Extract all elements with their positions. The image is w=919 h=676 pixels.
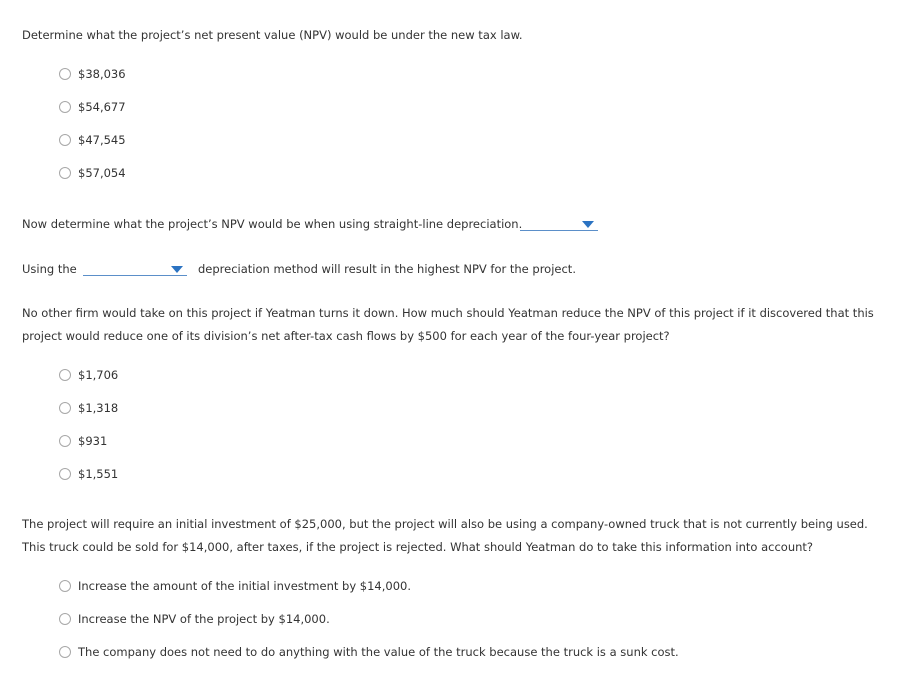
- option-npv-47545[interactable]: [59, 133, 126, 147]
- radio-button[interactable]: [59, 167, 71, 179]
- radio-button[interactable]: [59, 435, 71, 447]
- radio-button[interactable]: [59, 68, 71, 80]
- option-label: $931: [78, 434, 108, 448]
- radio-button[interactable]: [59, 468, 71, 480]
- question-npv-new-tax-law: Determine what the project’s net present value (NPV) would be under the new tax law.: [22, 28, 523, 42]
- option-label: $47,545: [78, 133, 126, 147]
- option-npv-57054[interactable]: [59, 166, 126, 180]
- radio-button[interactable]: [59, 646, 71, 658]
- radio-button[interactable]: [59, 402, 71, 414]
- option-reduce-1551[interactable]: [59, 467, 118, 481]
- question-reduce-npv-line2: project would reduce one of its division’s net after-tax cash flows by $500 for each year of the four-year project?: [22, 329, 670, 343]
- option-label: $1,551: [78, 467, 119, 481]
- option-increase-npv[interactable]: [59, 612, 330, 626]
- option-increase-initial-investment[interactable]: [59, 579, 411, 593]
- radio-button[interactable]: [59, 369, 71, 381]
- straight-line-npv-dropdown[interactable]: [520, 218, 598, 231]
- depreciation-method-dropdown[interactable]: [83, 263, 187, 276]
- option-label: The company does not need to do anything with the value of the truck because the truck is a sunk cost.: [78, 645, 679, 659]
- option-label: $57,054: [78, 166, 126, 180]
- radio-button[interactable]: [59, 101, 71, 113]
- option-reduce-931[interactable]: [59, 434, 107, 448]
- option-npv-54677[interactable]: [59, 100, 126, 114]
- option-reduce-1706[interactable]: [59, 368, 118, 382]
- option-sunk-cost[interactable]: [59, 645, 679, 659]
- radio-button[interactable]: [59, 580, 71, 592]
- chevron-down-icon: [171, 266, 183, 273]
- option-label: $38,036: [78, 67, 126, 81]
- question-straight-line-npv: Now determine what the project’s NPV would be when using straight-line depreciation.: [22, 217, 523, 231]
- option-label: $1,318: [78, 401, 119, 415]
- option-label: Increase the NPV of the project by $14,000.: [78, 612, 330, 626]
- option-label: $1,706: [78, 368, 119, 382]
- question-truck-line2: This truck could be sold for $14,000, after taxes, if the project is rejected. What should Yeatman do to take this information into account?: [22, 540, 814, 554]
- question-depreciation-prefix: Using the: [22, 262, 77, 276]
- chevron-down-icon: [582, 221, 594, 228]
- radio-button[interactable]: [59, 134, 71, 146]
- option-reduce-1318[interactable]: [59, 401, 118, 415]
- question-reduce-npv-line1: No other firm would take on this project if Yeatman turns it down. How much should Yeatman reduce the NPV of this project if it discovered that this: [22, 306, 874, 320]
- radio-button[interactable]: [59, 613, 71, 625]
- option-label: $54,677: [78, 100, 126, 114]
- option-npv-38036[interactable]: [59, 67, 126, 81]
- question-truck-line1: The project will require an initial investment of $25,000, but the project will also be using a company-owned truck that is not currently being used.: [22, 517, 868, 531]
- question-depreciation-suffix: depreciation method will result in the highest NPV for the project.: [198, 262, 576, 276]
- option-label: Increase the amount of the initial investment by $14,000.: [78, 579, 411, 593]
